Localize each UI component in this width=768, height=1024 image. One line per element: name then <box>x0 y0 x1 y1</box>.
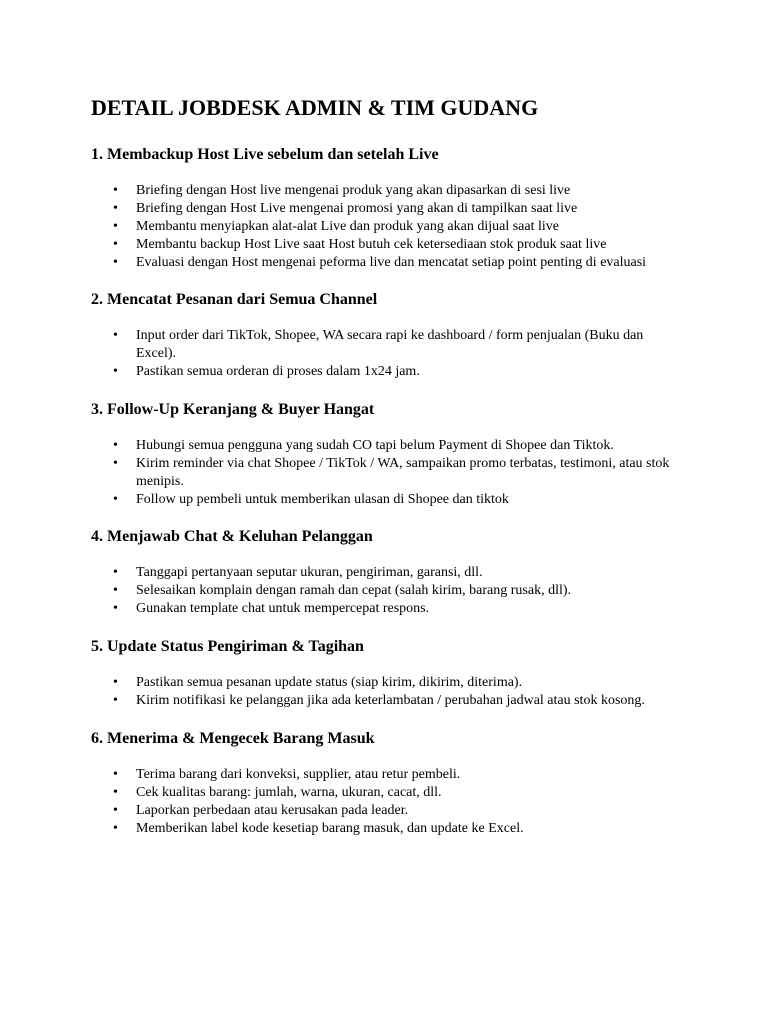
bullet-icon: • <box>113 583 118 598</box>
bullet-icon: • <box>113 219 118 234</box>
section-heading: 4. Menjawab Chat & Keluhan Pelanggan <box>91 528 373 545</box>
bullet-icon: • <box>113 328 118 343</box>
list-item <box>91 820 676 838</box>
section-3 <box>91 399 676 509</box>
bullet-icon: • <box>113 767 118 782</box>
bullet-icon: • <box>113 255 118 270</box>
bullet-list <box>91 182 676 272</box>
bullet-icon: • <box>113 364 118 379</box>
bullet-list <box>91 674 676 710</box>
bullet-list <box>91 327 676 381</box>
bullet-icon: • <box>113 565 118 580</box>
list-item-text: Briefing dengan Host live mengenai produk yang akan dipasarkan di sesi live <box>136 183 571 198</box>
list-item <box>91 564 676 582</box>
section-heading: 5. Update Status Pengiriman & Tagihan <box>91 638 364 655</box>
list-item-text: Kirim notifikasi ke pelanggan jika ada keterlambatan / perubahan jadwal atau stok kosong. <box>136 693 645 708</box>
bullet-icon: • <box>113 456 118 471</box>
list-item <box>91 236 676 254</box>
section-heading: 2. Mencatat Pesanan dari Semua Channel <box>91 291 378 308</box>
section-5 <box>91 636 676 710</box>
list-item-text: Tanggapi pertanyaan seputar ukuran, pengiriman, garansi, dll. <box>136 565 483 580</box>
list-item <box>91 327 676 363</box>
section-heading: 1. Membackup Host Live sebelum dan setelah Live <box>91 146 439 163</box>
list-item <box>91 582 676 600</box>
list-item <box>91 600 676 618</box>
bullet-icon: • <box>113 237 118 252</box>
list-item-text: Membantu menyiapkan alat-alat Live dan produk yang akan dijual saat live <box>136 219 559 234</box>
bullet-icon: • <box>113 693 118 708</box>
list-item <box>91 455 676 491</box>
bullet-icon: • <box>113 438 118 453</box>
section-4 <box>91 526 676 618</box>
list-item-text: Cek kualitas barang: jumlah, warna, ukuran, cacat, dll. <box>136 785 442 800</box>
list-item <box>91 437 676 455</box>
list-item <box>91 218 676 236</box>
bullet-icon: • <box>113 492 118 507</box>
list-item-text: Kirim reminder via chat Shopee / TikTok / WA, sampaikan promo terbatas, testimoni, atau stok menipis. <box>136 456 670 489</box>
list-item <box>91 491 676 509</box>
list-item <box>91 692 676 710</box>
list-item <box>91 363 676 381</box>
list-item-text: Membantu backup Host Live saat Host butuh cek ketersediaan stok produk saat live <box>136 237 607 252</box>
list-item-text: Hubungi semua pengguna yang sudah CO tapi belum Payment di Shopee dan Tiktok. <box>136 438 614 453</box>
section-6 <box>91 728 676 838</box>
bullet-icon: • <box>113 183 118 198</box>
list-item-text: Pastikan semua orderan di proses dalam 1x24 jam. <box>136 364 420 379</box>
bullet-icon: • <box>113 821 118 836</box>
list-item <box>91 182 676 200</box>
bullet-icon: • <box>113 675 118 690</box>
bullet-icon: • <box>113 601 118 616</box>
section-heading: 3. Follow-Up Keranjang & Buyer Hangat <box>91 401 375 418</box>
bullet-icon: • <box>113 785 118 800</box>
document-title: DETAIL JOBDESK ADMIN & TIM GUDANG <box>91 95 539 120</box>
bullet-list <box>91 564 676 618</box>
list-item-text: Memberikan label kode kesetiap barang masuk, dan update ke Excel. <box>136 821 524 836</box>
bullet-icon: • <box>113 803 118 818</box>
list-item-text: Terima barang dari konveksi, supplier, atau retur pembeli. <box>136 767 461 782</box>
list-item <box>91 766 676 784</box>
bullet-list <box>91 437 676 509</box>
section-1 <box>91 144 676 272</box>
list-item-text: Selesaikan komplain dengan ramah dan cepat (salah kirim, barang rusak, dll). <box>136 583 572 598</box>
list-item-text: Evaluasi dengan Host mengenai peforma live dan mencatat setiap point penting di evaluasi <box>136 255 647 270</box>
list-item <box>91 802 676 820</box>
list-item-text: Briefing dengan Host Live mengenai promosi yang akan di tampilkan saat live <box>136 201 578 216</box>
bullet-icon: • <box>113 201 118 216</box>
section-heading: 6. Menerima & Mengecek Barang Masuk <box>91 730 375 747</box>
list-item <box>91 784 676 802</box>
list-item <box>91 200 676 218</box>
list-item-text: Follow up pembeli untuk memberikan ulasan di Shopee dan tiktok <box>136 492 509 507</box>
list-item-text: Pastikan semua pesanan update status (siap kirim, dikirim, diterima). <box>136 675 523 690</box>
section-2 <box>91 289 676 381</box>
list-item-text: Laporkan perbedaan atau kerusakan pada leader. <box>136 803 409 818</box>
list-item <box>91 254 676 272</box>
list-item-text: Gunakan template chat untuk mempercepat respons. <box>136 601 430 616</box>
bullet-list <box>91 766 676 838</box>
list-item-text: Input order dari TikTok, Shopee, WA secara rapi ke dashboard / form penjualan (Buku dan Excel). <box>136 328 644 361</box>
list-item <box>91 674 676 692</box>
